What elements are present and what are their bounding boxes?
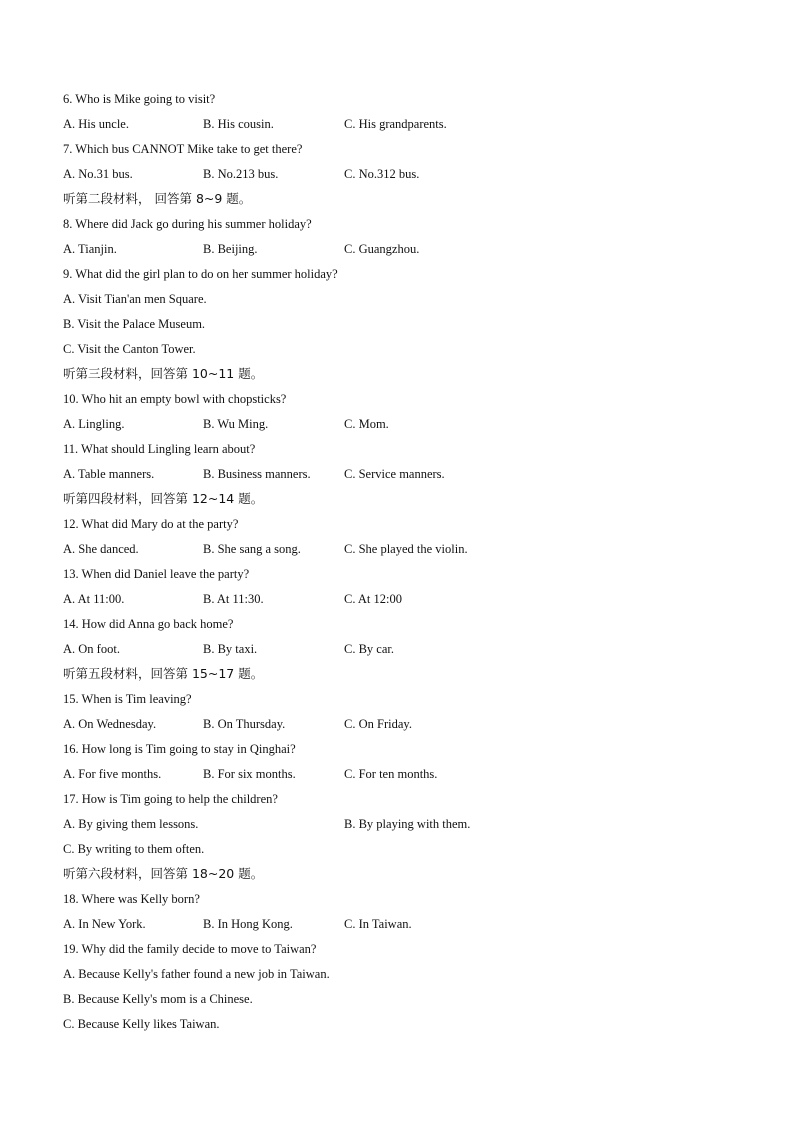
options-row	[63, 815, 743, 840]
question-text: 9. What did the girl plan to do on her summer holiday?	[63, 267, 338, 281]
options-row	[63, 765, 743, 790]
question-text: 14. How did Anna go back home?	[63, 617, 234, 631]
option-a: A. Tianjin.	[63, 242, 117, 256]
options-row	[63, 415, 743, 440]
option-c: C. No.312 bus.	[344, 167, 420, 181]
options-row	[63, 640, 743, 665]
section-heading: 听第二段材料， 回答第 8~9 题。	[63, 191, 252, 206]
option-a: A. On foot.	[63, 642, 120, 656]
options-row	[63, 915, 743, 940]
options-row	[63, 715, 743, 740]
question-text: A. Visit Tian'an men Square.	[63, 292, 207, 306]
option-a: A. On Wednesday.	[63, 717, 157, 731]
option-c: C. At 12:00	[344, 592, 402, 606]
question-text: 8. Where did Jack go during his summer holiday?	[63, 217, 312, 231]
option-b: B. Beijing.	[203, 242, 258, 256]
question-text: C. Because Kelly likes Taiwan.	[63, 1017, 220, 1031]
options-row	[63, 590, 743, 615]
option-c: C. She played the violin.	[344, 542, 468, 556]
option-c: C. By car.	[344, 642, 394, 656]
question-text: B. Because Kelly's mom is a Chinese.	[63, 992, 253, 1006]
options-row	[63, 465, 743, 490]
options-row	[63, 240, 743, 265]
option-c: C. On Friday.	[344, 717, 412, 731]
options-row	[63, 540, 743, 565]
question-list	[63, 90, 743, 1040]
section-heading: 听第六段材料，回答第 18~20 题。	[63, 866, 264, 881]
section-heading: 听第四段材料，回答第 12~14 题。	[63, 491, 264, 506]
question-text: B. Visit the Palace Museum.	[63, 317, 206, 331]
option-a: A. No.31 bus.	[63, 167, 133, 181]
option-b: B. She sang a song.	[203, 542, 301, 556]
option-a: A. For five months.	[63, 767, 162, 781]
option-a: A. In New York.	[63, 917, 146, 931]
option-b: B. His cousin.	[203, 117, 274, 131]
option-c: C. For ten months.	[344, 767, 438, 781]
option-a: A. Lingling.	[63, 417, 125, 431]
option-c: C. Guangzhou.	[344, 242, 420, 256]
option-a: A. By giving them lessons.	[63, 817, 199, 831]
option-c: B. By playing with them.	[344, 817, 471, 831]
question-text: 17. How is Tim going to help the children?	[63, 792, 278, 806]
option-b: B. Wu Ming.	[203, 417, 269, 431]
option-b: B. In Hong Kong.	[203, 917, 293, 931]
option-a: A. Table manners.	[63, 467, 155, 481]
option-b: B. By taxi.	[203, 642, 258, 656]
question-text: 15. When is Tim leaving?	[63, 692, 192, 706]
section-heading: 听第三段材料，回答第 10~11 题。	[63, 366, 264, 381]
option-a: A. His uncle.	[63, 117, 129, 131]
question-text: 19. Why did the family decide to move to Taiwan?	[63, 942, 317, 956]
question-text: 13. When did Daniel leave the party?	[63, 567, 250, 581]
option-c: C. Service manners.	[344, 467, 445, 481]
question-text: 11. What should Lingling learn about?	[63, 442, 256, 456]
question-text: 10. Who hit an empty bowl with chopsticks?	[63, 392, 287, 406]
options-row	[63, 165, 743, 190]
question-text: 18. Where was Kelly born?	[63, 892, 200, 906]
option-c: C. His grandparents.	[344, 117, 447, 131]
option-c: C. In Taiwan.	[344, 917, 412, 931]
question-text: C. By writing to them often.	[63, 842, 205, 856]
question-text: 16. How long is Tim going to stay in Qinghai?	[63, 742, 296, 756]
option-b: B. At 11:30.	[203, 592, 264, 606]
question-text: 12. What did Mary do at the party?	[63, 517, 239, 531]
question-text: C. Visit the Canton Tower.	[63, 342, 196, 356]
option-b: B. On Thursday.	[203, 717, 286, 731]
option-a: A. At 11:00.	[63, 592, 125, 606]
option-b: B. Business manners.	[203, 467, 311, 481]
question-text: 6. Who is Mike going to visit?	[63, 92, 216, 106]
option-b: B. No.213 bus.	[203, 167, 279, 181]
section-heading: 听第五段材料，回答第 15~17 题。	[63, 666, 264, 681]
option-b: B. For six months.	[203, 767, 296, 781]
question-text: A. Because Kelly's father found a new job in Taiwan.	[63, 967, 330, 981]
option-a: A. She danced.	[63, 542, 139, 556]
question-text: 7. Which bus CANNOT Mike take to get there?	[63, 142, 303, 156]
options-row	[63, 115, 743, 140]
option-c: C. Mom.	[344, 417, 389, 431]
